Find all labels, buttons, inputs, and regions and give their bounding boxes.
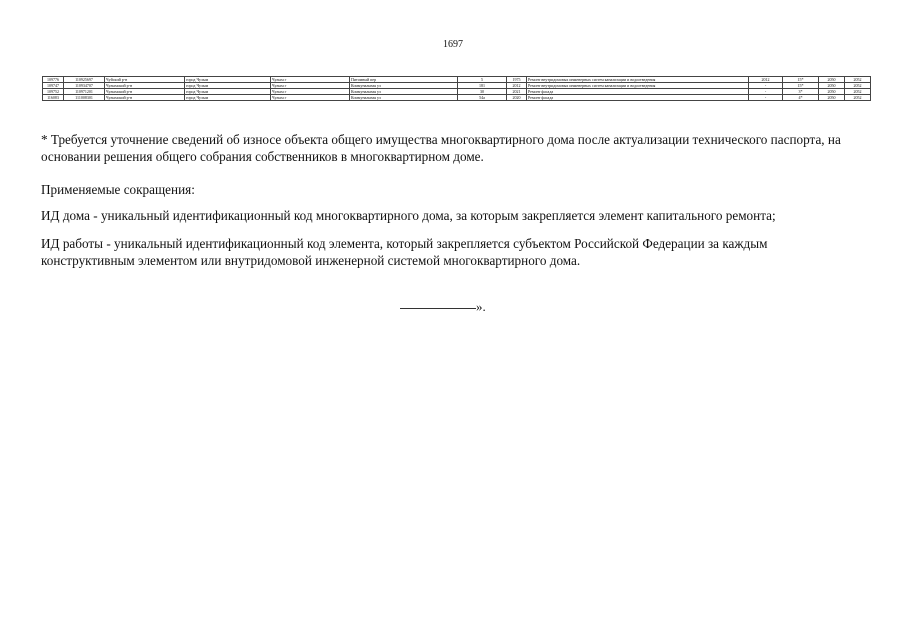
table-body [43,77,871,101]
table-cell: 110934707 [64,83,105,89]
table-cell: Чулым г [271,83,350,89]
abbreviations-title: Применяемые сокращения: [41,182,195,197]
table-cell: 15* [783,83,819,89]
table-cell: 2021 [507,89,527,95]
table-cell: 109747 [43,83,64,89]
table-cell: Коммунальная ул [350,95,458,101]
table-cell: Ремонт внутридомовых инженерных систем канализации и водоотведения [527,83,749,89]
closing-line [400,299,486,315]
capital-repair-table [42,76,871,101]
table-cell: 1975 [507,77,527,83]
table-cell: 2050 [819,77,845,83]
table-cell: Чулым г [271,77,350,83]
table-cell: 2012 [749,77,783,83]
footnote: * Требуется уточнение сведений об износе объекта общего имущества многоквартирного дома после актуализации технического паспорта, на основании решения общего собрания собственников в многоквартирном доме. [41,132,841,164]
table-cell: 2052 [845,95,871,101]
table-cell: Чулым г [271,89,350,95]
table-cell: 2052 [845,89,871,95]
table-cell: 54а [458,95,507,101]
table-cell: 30 [458,89,507,95]
table-cell: Ремонт фасада [527,95,749,101]
table-cell: Коммунальная ул [350,89,458,95]
table-cell: 2050 [819,89,845,95]
abbreviation-house-id: ИД дома - уникальный идентификационный код многоквартирного дома, за которым закрепляется элемент капитального ремонта; [41,208,776,223]
table-cell: 2020 [507,95,527,101]
table-cell: Чулымский р-н [105,89,185,95]
table-cell: Питомный пер [350,77,458,83]
table-cell: 2052 [845,77,871,83]
table-cell: город Чулым [185,95,271,101]
table-cell: Чуйский р-н [105,77,185,83]
closing-quote: ». [476,299,486,314]
table-row [43,95,871,101]
table-cell: Чулымский р-н [105,95,185,101]
table-cell: 109776 [43,77,64,83]
signature-blank-line [400,308,476,309]
table-cell: Ремонт внутридомовых инженерных систем канализации и водоотведения [527,77,749,83]
table-cell: город Чулым [185,83,271,89]
table-cell: - [749,89,783,95]
table-cell: 2052 [845,83,871,89]
abbreviation-work-id: ИД работы - уникальный идентификационный код элемента, который закрепляется субъектом Российской Федерации за каждым конструктивным элементом или внутридомовой инженерной системой многоквартирного дома. [41,236,768,268]
table-cell: город Чулым [185,89,271,95]
table-cell: - [749,83,783,89]
table-cell: 4* [783,95,819,101]
table-cell: 116083 [43,95,64,101]
table-cell: 2012 [507,83,527,89]
table-cell: 181 [458,83,507,89]
table-cell: Чулымский р-н [105,83,185,89]
table-cell: 3* [783,89,819,95]
table-cell: 2050 [819,83,845,89]
page-number: 1697 [443,39,463,50]
table-cell: 109752 [43,89,64,95]
table-cell: город Чулым [185,77,271,83]
table-cell: 110925697 [64,77,105,83]
table-cell: - [749,95,783,101]
table-cell: Ремонт фасада [527,89,749,95]
table-cell: Коммунальная ул [350,83,458,89]
table-cell: 5 [458,77,507,83]
table-cell: Чулым г [271,95,350,101]
table-cell: 111008301 [64,95,105,101]
table-cell: 110971201 [64,89,105,95]
table-cell: 2050 [819,95,845,101]
table-cell: 15* [783,77,819,83]
